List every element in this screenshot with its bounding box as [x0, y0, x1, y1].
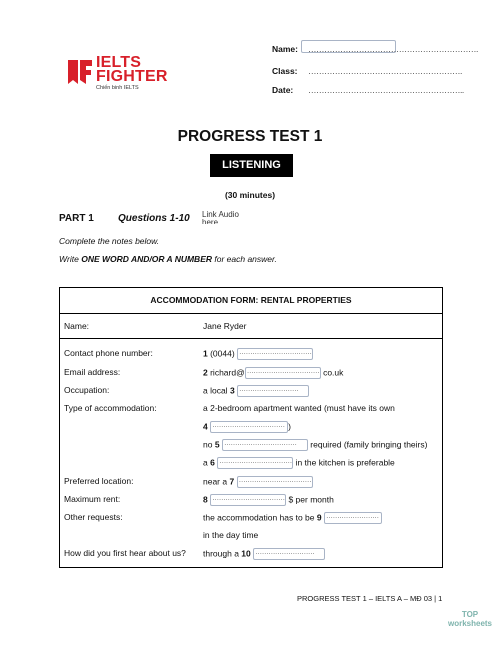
location-label: Preferred location: — [64, 476, 134, 486]
email-label: Email address: — [64, 367, 121, 377]
rent-label: Maximum rent: — [64, 494, 121, 504]
form-heading: ACCOMMODATION FORM: RENTAL PROPERTIES — [150, 295, 352, 305]
name-label: Name: — [272, 44, 298, 54]
q2-line: 2 richard@ …………………………… co.uk — [203, 367, 344, 378]
part-label: PART 1 — [59, 213, 94, 224]
page-footer: PROGRESS TEST 1 – IELTS A – MĐ 03 | 1 — [297, 594, 443, 603]
phone-label: Contact phone number: — [64, 348, 153, 358]
divider — [59, 338, 443, 339]
section-badge: LISTENING — [210, 154, 293, 177]
answer-8-input[interactable]: …………………………… — [210, 494, 286, 506]
answer-5-input[interactable]: …………………………… — [222, 439, 308, 451]
q8-line: 8 …………………………… $ per month — [203, 494, 334, 505]
answer-1-input[interactable]: …………………………… — [237, 348, 313, 360]
ielts-fighter-logo — [66, 56, 176, 96]
q10-line: through a 10 ……………………… — [203, 548, 325, 560]
answer-4-input[interactable]: …………………………… — [210, 421, 288, 433]
q4-line: 4 …………………………… ) — [203, 421, 291, 432]
date-field: Date: ………………………………………………….. — [272, 85, 464, 95]
answer-10-input[interactable]: ……………………… — [253, 548, 325, 560]
q1-line: 1 (0044) …………………………… — [203, 348, 312, 359]
logo-emblem-icon — [66, 58, 94, 88]
q6-line: a 6 …………………………… in the kitchen is preferable — [203, 457, 395, 468]
answer-9-input[interactable]: …………………… — [324, 512, 382, 524]
divider — [59, 313, 443, 314]
answer-7-input[interactable]: …………………………… — [237, 476, 313, 488]
topworksheets-watermark: TOP worksheets — [447, 610, 493, 628]
name-row-label: Name: — [64, 321, 90, 331]
instruction-line-1: Complete the notes below. — [59, 236, 160, 246]
answer-3-input[interactable]: ……………………… — [237, 385, 309, 397]
other-line-2: in the day time — [203, 530, 259, 540]
duration-text: (30 minutes) — [224, 190, 276, 200]
class-field: Class: …………………………………………………. — [272, 66, 462, 76]
occupation-label: Occupation: — [64, 385, 110, 395]
logo-tagline: Chiến binh IELTS — [96, 85, 139, 91]
q7-line: near a 7 …………………………… — [203, 476, 312, 487]
q5-line: no 5 …………………………… required (family bringing theirs) — [203, 439, 428, 450]
audio-link[interactable]: Link Audio here — [202, 211, 239, 224]
other-label: Other requests: — [64, 512, 123, 522]
logo-wordmark: IELTS FIGHTER — [96, 54, 168, 85]
date-label: Date: — [272, 85, 294, 95]
answer-6-input[interactable]: …………………………… — [217, 457, 293, 469]
q9-line: the accommodation has to be 9 …………………… — [203, 512, 382, 524]
questions-label: Questions 1-10 — [118, 213, 190, 224]
name-field: Name: ………………………………………………………. — [272, 44, 478, 54]
instruction-line-2: Write ONE WORD AND/OR A NUMBER for each answer. — [59, 254, 277, 264]
hear-label: How did you first hear about us? — [64, 548, 186, 558]
type-label: Type of accommodation: — [64, 403, 157, 413]
q3-line: a local 3 ……………………… — [203, 385, 309, 397]
class-label: Class: — [272, 66, 298, 76]
type-text: a 2-bedroom apartment wanted (must have its own — [203, 403, 395, 413]
page-title: PROGRESS TEST 1 — [177, 128, 323, 145]
name-row-value: Jane Ryder — [203, 321, 247, 331]
answer-2-input[interactable]: …………………………… — [245, 367, 321, 379]
